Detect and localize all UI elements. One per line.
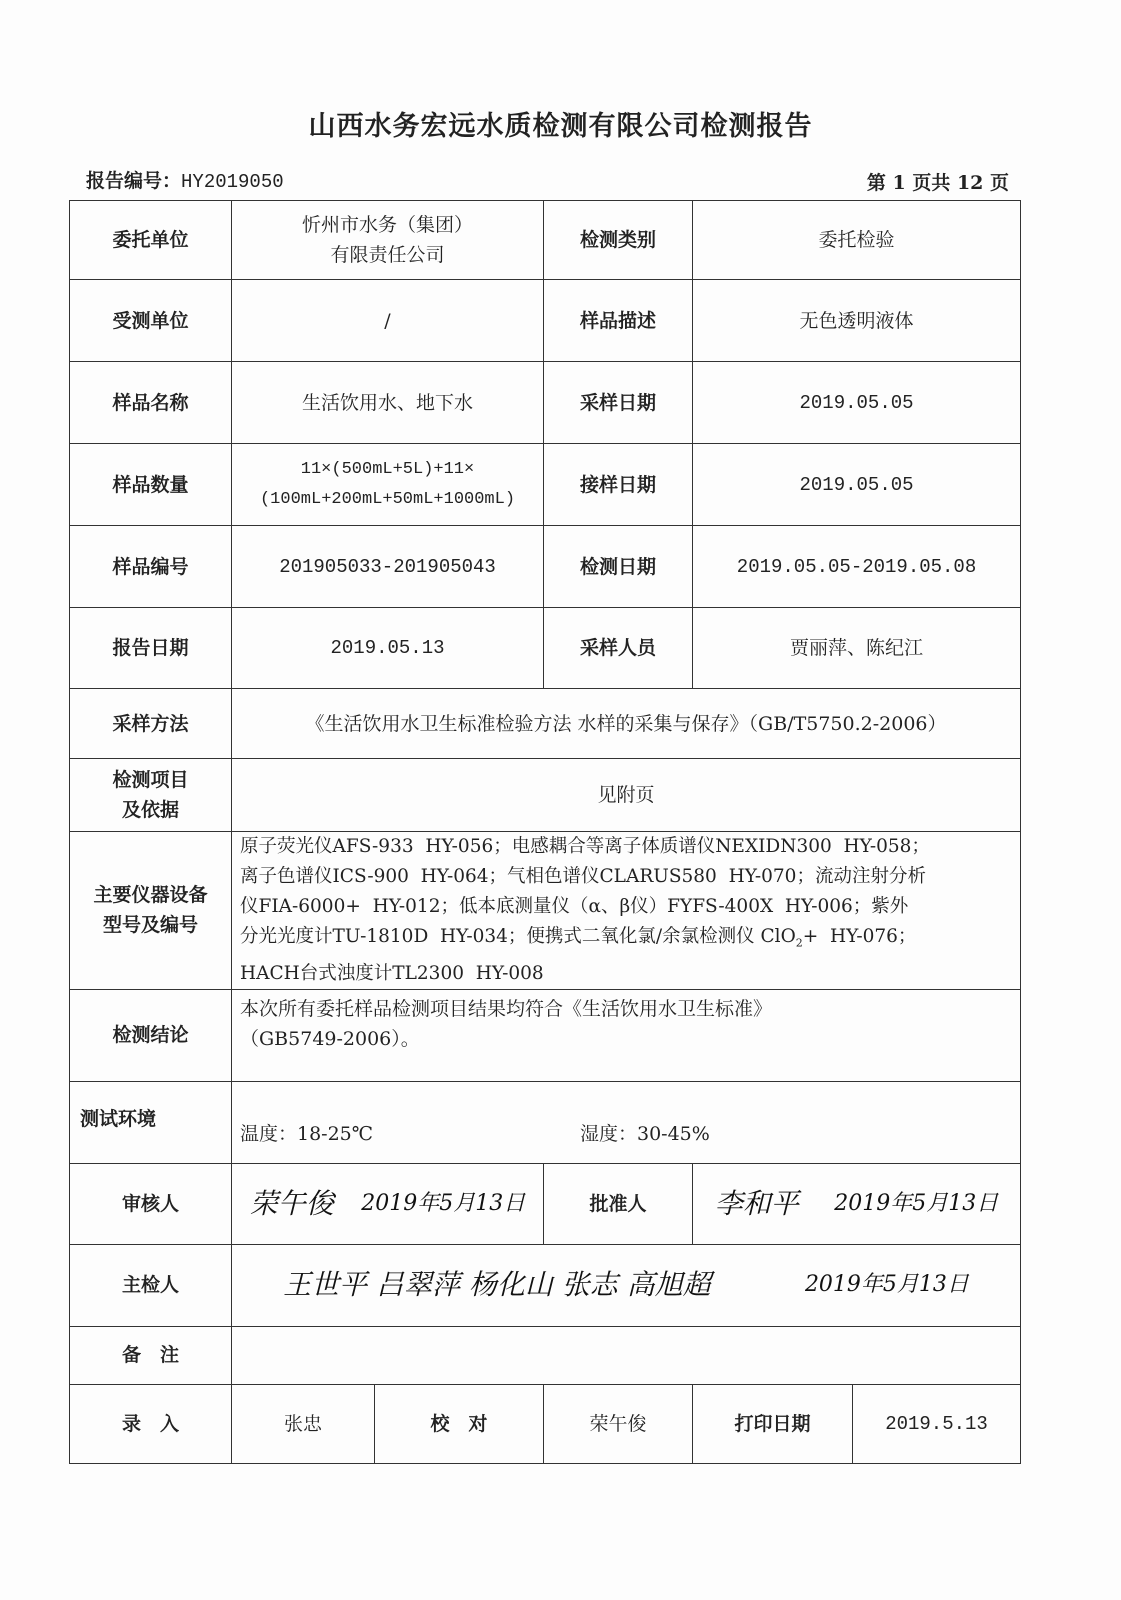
equip-list: 原子荧光仪AFS-933 HY-056；电感耦合等离子体质谱仪NEXIDN300 HY-058； 离子色谱仪ICS-900 HY-064；气相色谱仪CLARUS580 HY-070；流动注射分析 仪FIA-6000+ HY-012；低本底测量仪（α、β仪）FYFS-400X HY-006；紫外 分光光度计TU-1810D HY-034；便携式二氧化氯/余氯检测仪 ClO$_2$+ HY-076； HACH台式浊度计TL2300 HY-008 xyxy=(232,832,1021,990)
name-label: 样品名称 xyxy=(70,362,232,444)
entry-value: 张忠 xyxy=(232,1384,375,1463)
approver-signature: 李和平 2019年5月13日 xyxy=(693,1163,1021,1244)
desc-label: 样品描述 xyxy=(544,280,693,362)
no-value: 201905033-201905043 xyxy=(232,526,544,608)
desc-value: 无色透明液体 xyxy=(693,280,1021,362)
items-label: 检测项目 及依据 xyxy=(70,759,232,832)
report-table xyxy=(69,200,1021,1464)
inspector-signatures: 王世平 吕翠萍 杨化山 张志 高旭超 2019年5月13日 xyxy=(232,1244,1021,1326)
inspector-label: 主检人 xyxy=(70,1244,232,1326)
env-value: 温度：18-25℃ 湿度：30-45% xyxy=(232,1081,1021,1163)
entry-label: 录 入 xyxy=(70,1384,232,1463)
rdate-label: 接样日期 xyxy=(544,444,693,526)
approver-label: 批准人 xyxy=(544,1163,693,1244)
proof-value: 荣午俊 xyxy=(544,1384,693,1463)
method-label: 采样方法 xyxy=(70,689,232,759)
page-info: 第 1 页共 12 页 xyxy=(866,172,1009,194)
client-value: 忻州市水务（集团） 有限责任公司 xyxy=(232,201,544,280)
type-label: 检测类别 xyxy=(544,201,693,280)
report-title: 山西水务宏远水质检测有限公司检测报告 xyxy=(308,111,813,142)
repdate-label: 报告日期 xyxy=(70,608,232,689)
report-number: 报告编号：HY2019050 xyxy=(86,170,284,193)
no-label: 样品编号 xyxy=(70,526,232,608)
print-date-label: 打印日期 xyxy=(693,1384,853,1463)
type-value: 委托检验 xyxy=(693,201,1021,280)
method-value: 《生活饮用水卫生标准检验方法 水样的采集与保存》（GB/T5750.2-2006） xyxy=(232,689,1021,759)
remark-value xyxy=(232,1326,1021,1384)
sdate-value: 2019.05.05 xyxy=(693,362,1021,444)
equip-label: 主要仪器设备 型号及编号 xyxy=(70,832,232,990)
concl-value: 本次所有委托样品检测项目结果均符合《生活饮用水卫生标准》 （GB5749-2006）。 xyxy=(232,989,1021,1081)
qty-value: 11×(500mL+5L)+11× (100mL+200mL+50mL+1000mL) xyxy=(232,444,544,526)
sampler-value: 贾丽萍、陈纪江 xyxy=(693,608,1021,689)
env-label: 测试环境 xyxy=(70,1081,232,1163)
tdate-label: 检测日期 xyxy=(544,526,693,608)
sdate-label: 采样日期 xyxy=(544,362,693,444)
repdate-value: 2019.05.13 xyxy=(232,608,544,689)
proof-label: 校 对 xyxy=(375,1384,544,1463)
sampler-label: 采样人员 xyxy=(544,608,693,689)
concl-label: 检测结论 xyxy=(70,989,232,1081)
tested-value: / xyxy=(232,280,544,362)
tdate-value: 2019.05.05-2019.05.08 xyxy=(693,526,1021,608)
reviewer-signature: 荣午俊 2019年5月13日 xyxy=(232,1163,544,1244)
qty-label: 样品数量 xyxy=(70,444,232,526)
tested-label: 受测单位 xyxy=(70,280,232,362)
items-value: 见附页 xyxy=(232,759,1021,832)
print-date-value: 2019.5.13 xyxy=(853,1384,1021,1463)
client-label: 委托单位 xyxy=(70,201,232,280)
name-value: 生活饮用水、地下水 xyxy=(232,362,544,444)
rdate-value: 2019.05.05 xyxy=(693,444,1021,526)
reviewer-label: 审核人 xyxy=(70,1163,232,1244)
remark-label: 备 注 xyxy=(70,1326,232,1384)
